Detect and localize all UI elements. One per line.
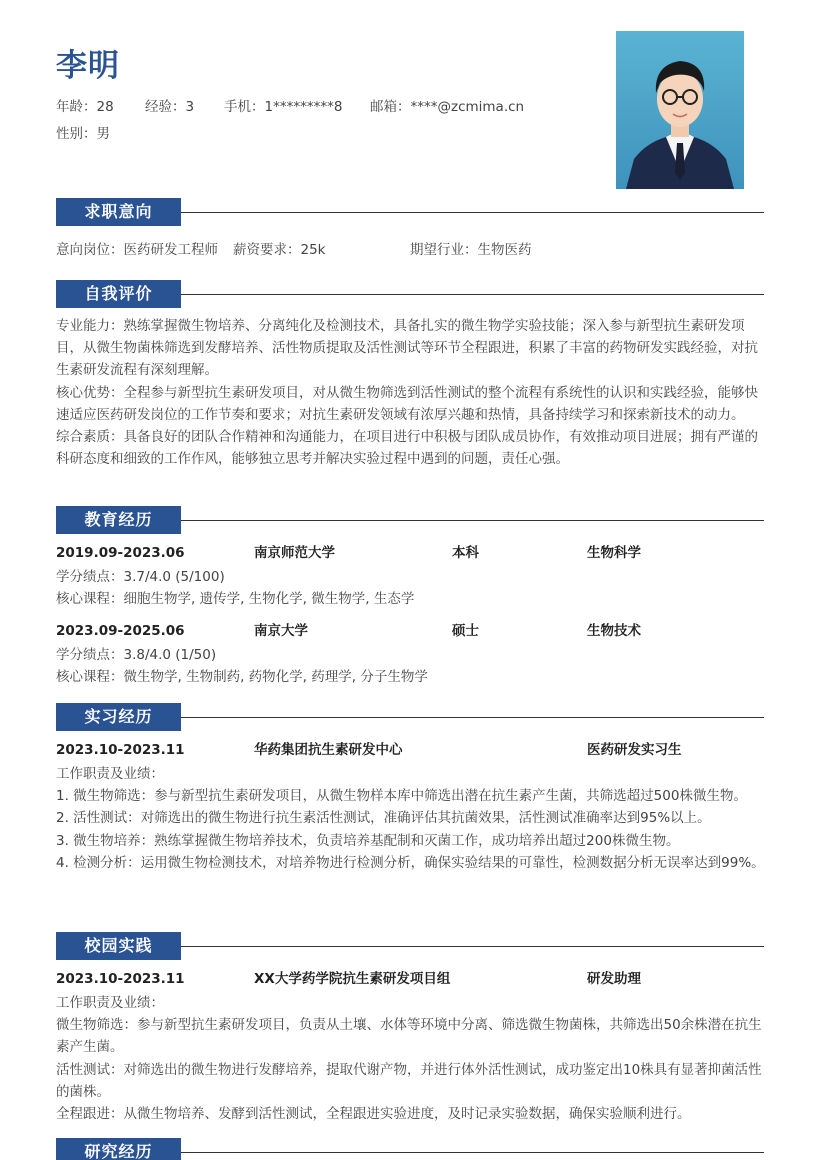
candidate-name: 李明	[56, 48, 120, 84]
section-title: 研究经历	[56, 1138, 181, 1160]
intent-salary: 薪资要求：25k	[233, 242, 326, 258]
section-title: 实习经历	[56, 703, 181, 731]
campus-duty-label: 工作职责及业绩：	[56, 995, 164, 1011]
section-header-intent	[56, 198, 764, 226]
phone: 手机：1*********8	[224, 99, 343, 115]
education-degree: 硕士	[452, 623, 479, 639]
self-eval-strength: 核心优势：全程参与新型抗生素研发项目，对从微生物筛选到活性测试的整个流程有系统性的认识和实践经验，能够快速适应医药研发岗位的工作节奏和要求；对抗生素研发领域有浓厚兴趣和热情，具备持续学习和探索新技术的动力。	[56, 384, 758, 423]
internship-role: 医药研发实习生	[587, 742, 682, 758]
self-eval-text	[56, 315, 766, 470]
education-period: 2023.09-2025.06	[56, 623, 185, 639]
section-title: 校园实践	[56, 932, 181, 960]
section-title: 自我评价	[56, 280, 181, 308]
internship-period: 2023.10-2023.11	[56, 742, 185, 758]
education-school: 南京师范大学	[254, 545, 335, 561]
internship-details	[56, 763, 766, 874]
education-major: 生物科学	[587, 545, 641, 561]
section-header-self-eval	[56, 280, 764, 308]
campus-duty-item: 全程跟进：从微生物培养、发酵到活性测试，全程跟进实验进度，及时记录实验数据，确保实验顺利进行。	[56, 1106, 691, 1123]
campus-duty-item: 微生物筛选：参与新型抗生素研发项目，负责从土壤、水体等环境中分离、筛选微生物菌株，共筛选出50余株潜在抗生素产生菌。	[56, 1017, 762, 1056]
gender-row	[56, 122, 110, 142]
self-eval-professional: 专业能力：熟练掌握微生物培养、分离纯化及检测技术，具备扎实的微生物学实验技能；深入参与新型抗生素研发项目，从微生物菌株筛选到发酵培养、活性物质提取及活性测试等环节全程跟进，积累了丰富的药物研发实践经验，对抗生素研发流程有深刻理解。	[56, 318, 758, 379]
campus-role: 研发助理	[587, 971, 641, 987]
internship-duty-label: 工作职责及业绩：	[56, 766, 164, 782]
education-gpa: 学分绩点：3.8/4.0 (1/50)	[56, 647, 217, 663]
section-divider	[181, 1152, 764, 1153]
section-divider	[181, 520, 764, 521]
section-header-campus	[56, 932, 764, 960]
education-courses: 核心课程：细胞生物学, 遗传学, 生物化学, 微生物学, 生态学	[56, 591, 415, 607]
education-period: 2019.09-2023.06	[56, 545, 185, 561]
internship-duty-item: 2. 活性测试：对筛选出的微生物进行抗生素活性测试，准确评估其抗菌效果，活性测试准确率达到95%以上。	[56, 810, 711, 827]
basic-info-row	[56, 95, 524, 115]
section-header-education	[56, 506, 764, 534]
section-header-research	[56, 1138, 764, 1160]
intent-position: 意向岗位：医药研发工程师	[56, 242, 218, 258]
age: 年龄：28	[56, 99, 114, 115]
intent-industry: 期望行业：生物医药	[410, 242, 532, 258]
education-degree: 本科	[452, 545, 479, 561]
gender: 性别：男	[56, 126, 110, 142]
education-major: 生物技术	[587, 623, 641, 639]
section-divider	[181, 946, 764, 947]
experience: 经验：3	[145, 99, 195, 115]
campus-duty-item: 活性测试：对筛选出的微生物进行发酵培养，提取代谢产物，并进行体外活性测试，成功鉴定出10株具有显著抑菌活性的菌株。	[56, 1061, 762, 1100]
internship-duty-item: 4. 检测分析：运用微生物检测技术，对培养物进行检测分析，确保实验结果的可靠性，检测数据分析无误率达到99%。	[56, 854, 765, 871]
internship-duty-item: 3. 微生物培养：熟练掌握微生物培养技术，负责培养基配制和灭菌工作，成功培养出超过200株微生物。	[56, 832, 680, 849]
campus-period: 2023.10-2023.11	[56, 971, 185, 987]
internship-company: 华药集团抗生素研发中心	[254, 742, 403, 758]
campus-org: XX大学药学院抗生素研发项目组	[254, 971, 451, 987]
section-divider	[181, 212, 764, 213]
internship-duty-item: 1. 微生物筛选：参与新型抗生素研发项目，从微生物样本库中筛选出潜在抗生素产生菌，共筛选超过500株微生物。	[56, 788, 747, 805]
section-divider	[181, 294, 764, 295]
self-eval-quality: 综合素质：具备良好的团队合作精神和沟通能力，在项目进行中积极与团队成员协作，有效推动项目进展；拥有严谨的科研态度和细致的工作作风，能够独立思考并解决实验过程中遇到的问题，责任心强。	[56, 429, 758, 468]
email: 邮箱：****@zcmima.cn	[370, 99, 525, 115]
education-gpa: 学分绩点：3.7/4.0 (5/100)	[56, 569, 225, 585]
section-header-internship	[56, 703, 764, 731]
section-title: 求职意向	[56, 198, 181, 226]
section-title: 教育经历	[56, 506, 181, 534]
education-school: 南京大学	[254, 623, 308, 639]
education-courses: 核心课程：微生物学, 生物制药, 药物化学, 药理学, 分子生物学	[56, 669, 428, 685]
campus-details	[56, 992, 766, 1125]
section-divider	[181, 717, 764, 718]
profile-photo	[616, 31, 744, 189]
